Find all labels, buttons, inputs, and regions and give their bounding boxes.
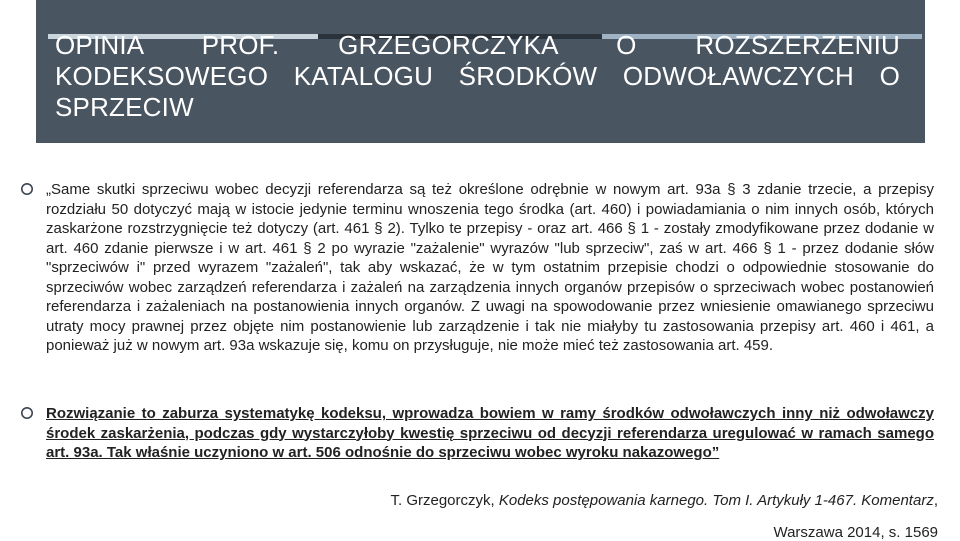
quote-paragraph-2: Rozwiązanie to zaburza systematykę kodeksu, wprowadza bowiem w ramy środków odwoławczych inny niż odwoławczy środek zaskarżenia, podczas gdy wystarczyłoby kwestię sprzeciwu od decyzji referendarza uregulować w ramach samego art. 93a. Tak właśnie uczyniono w art. 506 odnośnie do sprzeciwu wobec wyroku nakazowego”	[46, 405, 934, 461]
citation-comma: ,	[933, 492, 938, 509]
citation-line-2: Warszawa 2014, s. 1569	[773, 524, 938, 541]
quote-paragraph-1: „Same skutki sprzeciwu wobec decyzji referendarza są też określone odrębnie w nowym art. 93a § 3 zdanie trzecie, a przepisy rozdziału 50 dotyczyć mają w istocie jedynie terminu wnoszenia tego środka (art. 460) i powiadamiania o nim innych osób, których zaskarżone rozstrzygnięcie też dotyczy (art. 461 § 2). Tylko te przepisy - oraz art. 466 § 1 - zostały zmodyfikowane przez dodanie w art. 460 zdanie pierwsze i w art. 461 § 2 po wyrazie "zażalenie" wyrazów "lub sprzeciw", zaś w art. 466 § 1 - przez dodanie słów "sprzeciwów i" przed wyrazem "zażaleń", tak aby wskazać, że w tym ostatnim przepisie chodzi o odpowiednie stosowanie do sprzeciwów wobec zarządzeń referendarza i zażaleń na zarządzenia innych organów przepisów o sprzeciwach wobec postanowień referendarza i zażaleniach na postanowienia innych organów. Z uwagi na spowodowanie przez wniesienie omawianego sprzeciwu utraty mocy prawnej przez objęte nim postanowienie lub zarządzenie i tak nie miałyby tu zastosowania przepisy art. 460 i 461, a ponieważ już w nowym art. 93a wskazuje się, komu on przysługuje, nie może mieć też zastosowania art. 459.	[46, 181, 934, 354]
bullet-circle-icon	[20, 182, 34, 196]
citation-title: Kodeks postępowania karnego. Tom I. Artykuły 1-467. Komentarz	[498, 492, 934, 509]
bullet-circle-icon	[20, 406, 34, 420]
citation-author: T. Grzegorczyk,	[390, 492, 499, 509]
slide-title: OPINIA PROF. GRZEGORCZYKA O ROZSZERZENIU KODEKSOWEGO KATALOGU ŚRODKÓW ODWOŁAWCZYCH O SPRZECIW	[55, 30, 900, 122]
citation-line-1	[391, 492, 939, 509]
